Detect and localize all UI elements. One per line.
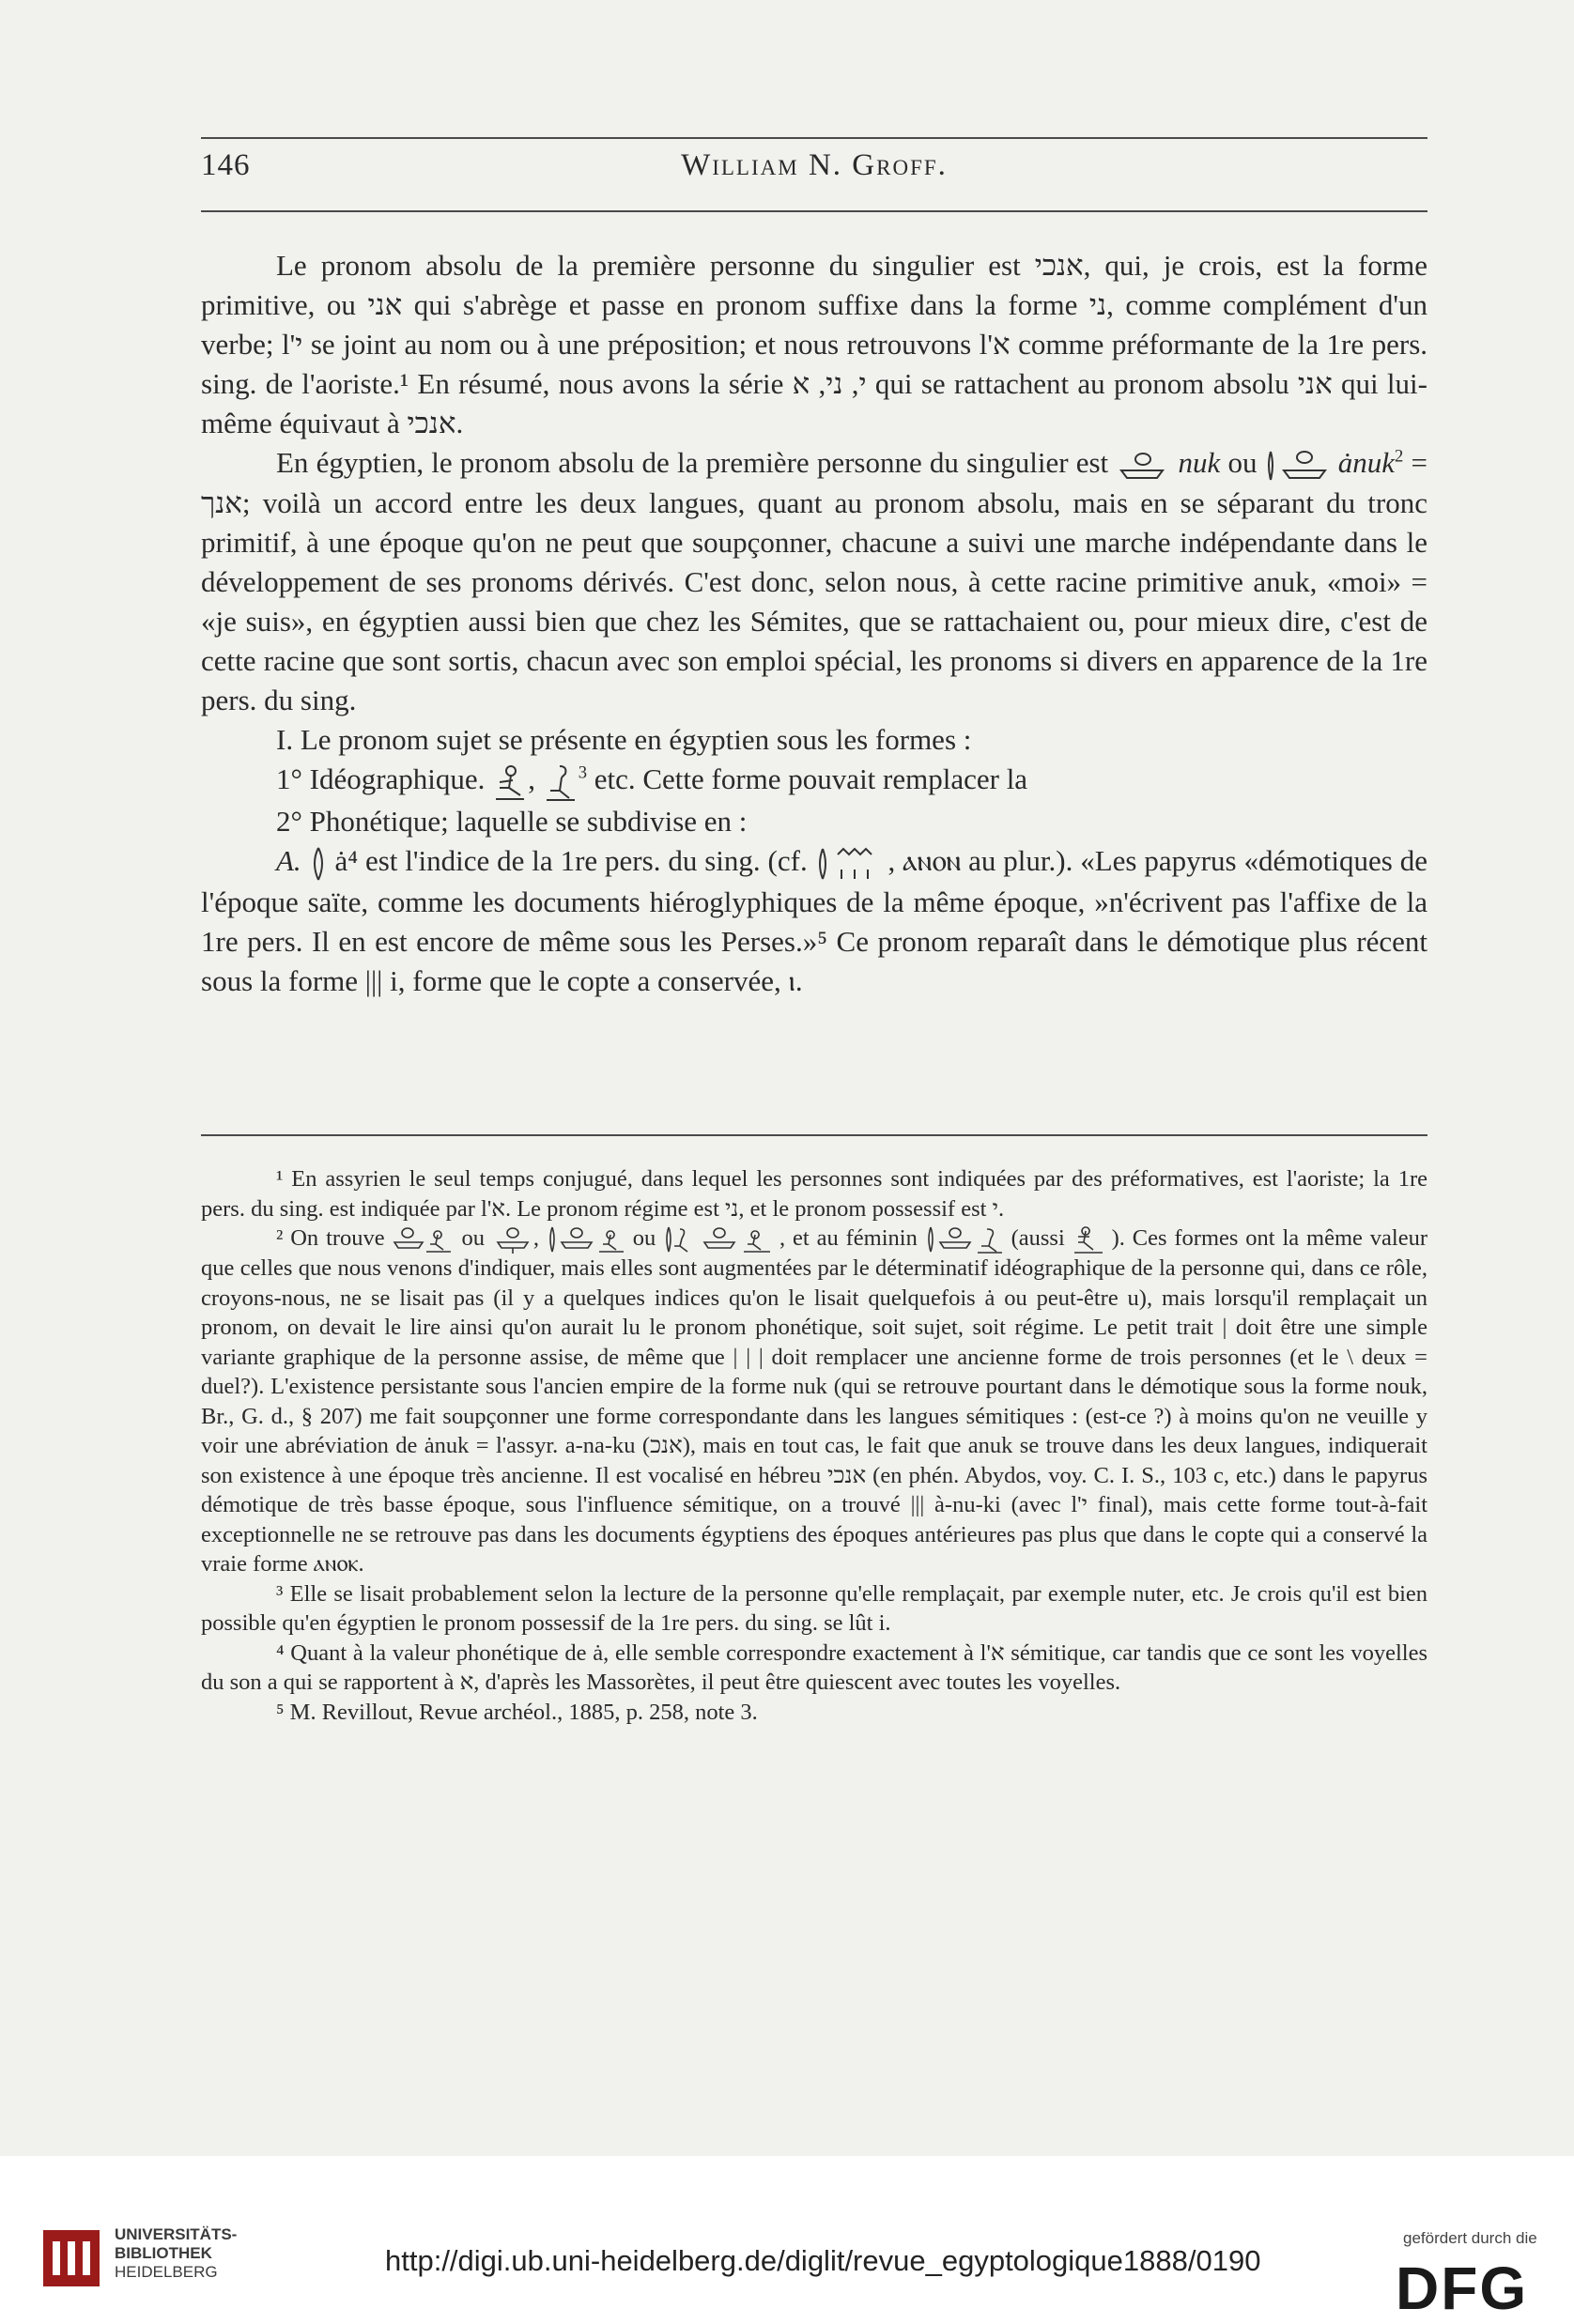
seated-woman-icon (1072, 1225, 1104, 1254)
footnotes (201, 1164, 1427, 1727)
anuk-seated-icon (547, 1225, 625, 1254)
anuk-word: ȧnuk (1337, 446, 1396, 479)
ideographic-text: etc. Cette forme pouvait remplacer la (594, 762, 1028, 795)
anuk-hieroglyph-icon (1265, 448, 1331, 484)
nuk-hieroglyph-icon (1116, 450, 1170, 482)
main-text (201, 246, 1427, 1001)
seated-man-icon (492, 763, 528, 801)
university-library-logo-icon (41, 2228, 101, 2288)
ideographic-label: 1° Idéographique. (276, 762, 486, 795)
nuk-stroke-icon (492, 1225, 533, 1254)
running-header (201, 148, 1427, 195)
footnote-2: ² On trouve ou , ou , et au féminin (aussi ). Ces formes ont la même valeur que celles que nous venons d'indiquer, mais elles sont augmentées par le déterminatif idéographique de la personne qui, dans ce rôle, croyons-nous, ne se lisait pas (il y a quelques indices qu'on le lisait quelquefois ȧ ou peut-être u), mais lorsqu'il remplaçait un pronom, on devait le lire ainsi qu'on aurait lu le pronom phonétique, soit sujet, soit régime. Le petit trait | doit être une simple variante graphique de la personne assise, de même que | | | doit remplacer une ancienne forme de trois personnes (et le \ deux = duel?). L'existence persistante sous l'ancien empire de la forme nuk (qui se retrouve pourtant dans le démotique sous la forme nouk, Br., G. d., § 207) me fait soupçonner une forme correspondante dans les langues sémitiques : (est-ce ?) à moins qu'on ne veuille y voir une abréviation de ȧnuk = l'assyr. a-na-ku (אנכ), mais en tout cas, le fait que anuk se trouve dans les deux langues, indiquerait son existence à une époque très ancienne. Il est vocalisé en hébreu אנכי (en phén. Abydos, voy. C. I. S., 103 c, etc.) dans le papyrus démotique de très basse époque, sous l'influence sémitique, on a trouvé ||| à-nu-ki (avec l'י final), mais cette forme tout-à-fait exceptionnelle ne se retrouve pas dans les documents égyptiens des époques antérieures pas plus que dans le copte qui a conservé la vraie forme ⲁⲛⲟⲕ. (201, 1225, 1428, 1578)
footnote-rule (201, 1134, 1427, 1136)
paragraph-egyptian-pronoun: En égyptien, le pronom absolu de la première personne du singulier est nuk ou ȧnuk$^2$ = אנך; voilà un accord entre les deux langues, quant au pronom absolu, mais en se séparant du tronc primitif, à une époque qu'on ne peut que soupçonner, chacune a suivi une marche indépendante dans le développement de ses pronoms dérivés. C'est donc, selon nous, à cette racine primitive anuk, «moi» = «je suis», en égyptien aussi bien que chez les Sémites, que se rattachaient ou, pour mieux dire, c'est de cette racine que sont sortis, chacun avec son emploi spécial, les pronoms si divers en apparence de la 1re pers. du sing. (201, 446, 1427, 716)
anuk-feminine-icon (925, 1225, 1004, 1254)
paragraph-forms: I. Le pronom sujet se présente en égyptien sous les formes : (276, 722, 972, 756)
footnote-2-feminine: , et au féminin (779, 1225, 918, 1251)
nuk-seated-icon (393, 1225, 455, 1254)
paragraph-2-lead: En égyptien, le pronom absolu de la première personne du singulier est (276, 446, 1109, 479)
running-title: William N. Groff. (681, 148, 948, 182)
footnote-2-aussi: (aussi (1011, 1225, 1065, 1251)
library-line-3: HEIDELBERG (115, 2263, 218, 2281)
anuk-god-seated-icon (663, 1225, 772, 1254)
top-rule (201, 137, 1427, 139)
paragraph-phonetic: 2° Phonétique; laquelle se subdivise en : (276, 804, 748, 838)
paragraph-hebrew-pronoun: Le pronom absolu de la première personne du singulier est אנכי, qui, je crois, est la forme primitive, ou אני qui s'abrège et passe en pronom suffixe dans la forme ני, comme complément d'un verbe; l'י se joint au nom ou à une préposition; et nous retrouvons l'א comme préformante de la 1re pers. sing. de l'aoriste.¹ En résumé, nous avons la série י, ני, א qui se rattachent au pronom absolu אני qui lui-même équivaut à אנכי. (201, 249, 1428, 439)
library-line-2: BIBLIOTHEK (115, 2244, 212, 2262)
header-rule (201, 210, 1427, 212)
reed-leaf-icon (309, 846, 328, 882)
paragraph-2-rest: = אנך; voilà un accord entre les deux langues, quant au pronom absolu, mais en se séparant du tronc primitif, à une époque qu'on ne peut que soupçonner, chacune a suivi une marche indépendante dans le développement de ses pronoms dérivés. C'est donc, selon nous, à cette racine primitive anuk, «moi» = «je suis», en égyptien aussi bien que chez les Sémites, que se rattachaient ou, pour mieux dire, c'est de cette racine que sont sortis, chacun avec son emploi spécial, les pronoms si divers en apparence de la 1re pers. du sing. (201, 446, 1427, 716)
nuk-word: nuk (1178, 446, 1221, 479)
anon-hieroglyph-icon (815, 845, 881, 883)
footnote-3: ³ Elle se lisait probablement selon la lecture de la personne qu'elle remplaçait, par exemple nuter, etc. Je crois qu'il est bien possible qu'en égyptien le pronom possessif de la 1re pers. du sing. se lût i. (201, 1580, 1427, 1637)
library-line-1: UNIVERSITÄTS- (115, 2225, 238, 2243)
paragraph-ideographic: 1° Idéographique. , $^3$ etc. Cette forme pouvait remplacer la (201, 760, 1427, 802)
footnote-2-lead: ² On trouve (276, 1225, 385, 1251)
word-ou: ou (1227, 446, 1258, 479)
dfg-logo: DFG (1396, 2255, 1529, 2322)
permalink-url[interactable]: http://digi.ub.uni-heidelberg.de/diglit/revue_egyptologique1888/0190 (385, 2244, 1261, 2277)
footnote-1: ¹ En assyrien le seul temps conjugué, dans lequel les personnes sont indiquées par des préformatives, est l'aoriste; la 1re pers. du sing. est indiquée par l'א. Le pronom régime est ני, et le pronom possessif est י. (201, 1166, 1427, 1222)
funding-note: gefördert durch die (1403, 2229, 1537, 2247)
footnote-2-ou-2: ou (632, 1225, 656, 1251)
section-a-continuation: , ⲁⲛⲟⲛ au plur.). «Les papyrus «démotiques de l'époque saïte, comme les documents hiéroglyphiques de la même époque, »n'écrivent pas l'affixe de la 1re pers. Il en est encore de même sous les Perses.»⁵ Ce pronom reparaît dans le démotique plus récent sous la forme ||| i, forme que le copte a conservée, ⲓ. (201, 843, 1428, 997)
footnote-2-body: ). Ces formes ont la même valeur que celles que nous venons d'indiquer, mais elles sont augmentées par le déterminatif idéographique de la personne qui, dans ce rôle, croyons-nous, ne se lisait pas (il y a quelques indices qu'on le lisait quelquefois ȧ ou peut-être u), mais lorsqu'il remplaçait un pronom, on devait le lire ainsi qu'on aurait lu le pronom phonétique, soit sujet, soit régime. Le petit trait | doit être une simple variante graphique de la personne assise, de même que | | | doit remplacer une ancienne forme de trois personnes (et le \ deux = duel?). L'existence persistante sous l'ancien empire de la forme nuk (qui se retrouve pourtant dans le démotique sous la forme nouk, Br., G. d., § 207) me fait soupçonner une forme correspondante dans les langues sémitiques : (est-ce ?) à moins qu'on ne veuille y voir une abréviation de ȧnuk = l'assyr. a-na-ku (אנכ), mais en tout cas, le fait que anuk se trouve dans les deux langues, indiquerait son existence à une époque très ancienne. Il est vocalisé en hébreu אנכי (en phén. Abydos, voy. C. I. S., 103 c, etc.) dans le papyrus démotique de très basse époque, sous l'influence sémitique, on a trouvé ||| à-nu-ki (avec l'י final), mais cette forme tout-à-fait exceptionnelle ne se retrouve pas dans les documents égyptiens des époques antérieures pas plus que dans le copte qui a conservé la vraie forme ⲁⲛⲟⲕ. (201, 1225, 1428, 1578)
university-library-name (115, 2225, 237, 2282)
footnote-5: ⁵ M. Revillout, Revue archéol., 1885, p. 258, note 3. (276, 1699, 758, 1725)
section-a-text: ȧ⁴ est l'indice de la 1re pers. du sing. (cf. (334, 843, 808, 877)
page-number: 146 (201, 148, 251, 182)
section-a-label: A. (276, 843, 301, 877)
footnote-4: ⁴ Quant à la valeur phonétique de ȧ, elle semble correspondre exactement à l'א sémitique, car tandis que ce sont les voyelles du son a qui se rapportent à א, d'après les Massorètes, il peut être quiescent avec toutes les voyelles. (201, 1639, 1427, 1696)
seated-god-icon (543, 762, 579, 802)
footnote-2-ou-1: ou (461, 1225, 485, 1251)
paragraph-a-form (201, 841, 1427, 1001)
